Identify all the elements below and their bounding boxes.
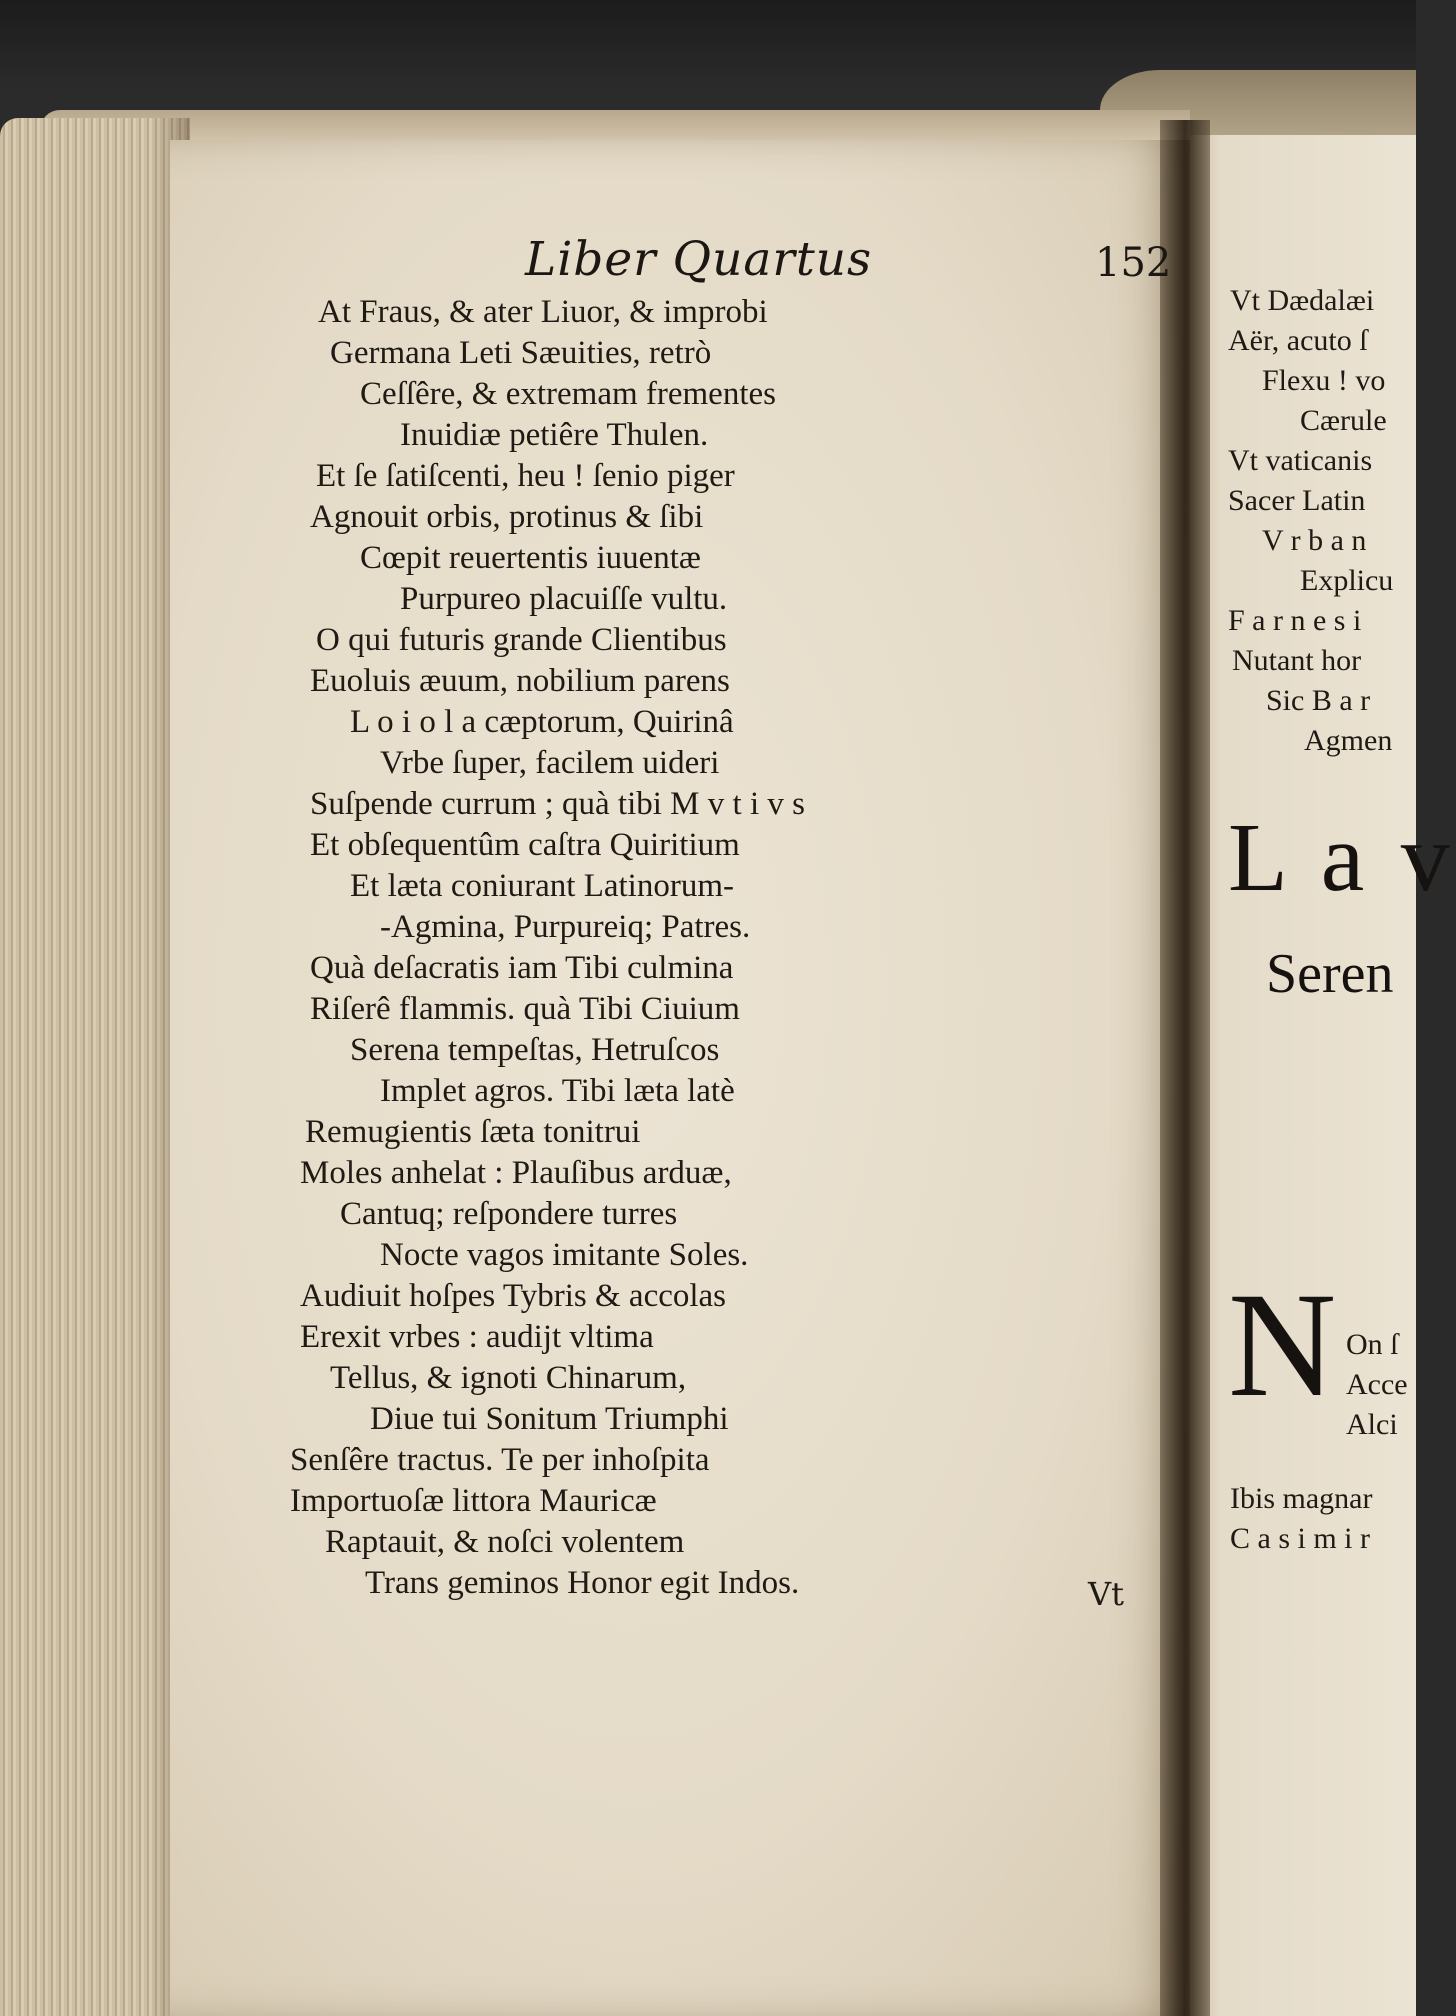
verse-line: Serena tempeſtas, Hetruſcos [350,1032,720,1068]
right-page-line: Sacer Latin [1228,484,1366,517]
book-gutter [1160,120,1210,2016]
right-page-line: On ſ [1346,1328,1399,1361]
verse-line: Audiuit hoſpes Tybris & accolas [300,1278,727,1314]
verse-line: Et læta coniurant Latinorum- [350,868,734,904]
verse-line: Raptauit, & noſci volentem [325,1524,685,1560]
verse-line: Tellus, & ignoti Chinarum, [330,1360,687,1396]
right-page-line: Explicu [1300,564,1394,597]
page-number: 152 [1095,240,1172,286]
right-page-line: Alci [1346,1408,1398,1441]
verse-line: At Fraus, & ater Liuor, & improbi [318,294,768,330]
verse-line: Erexit vrbes : audijt vltima [300,1319,654,1355]
drop-cap: N [1228,1262,1337,1428]
verse-line: Ceſſêre, & extremam frementes [360,376,776,412]
right-page-line: Aër, acuto ſ [1228,324,1368,357]
verse-line: Quà deſacratis iam Tibi culmina [310,950,734,986]
verse-line: Vrbe ſuper, facilem uideri [380,745,720,781]
verse-line: Suſpende currum ; quà tibi M v t i v s [310,786,805,822]
verse-line: Riſerê flammis. quà Tibi Ciuium [310,991,740,1027]
verse-line: Implet agros. Tibi læta latè [380,1073,735,1109]
right-page-line: Cærule [1300,404,1387,437]
verse-line: Et ſe ſatiſcenti, heu ! ſenio piger [316,458,735,494]
right-page-heading-sub: Seren [1266,943,1394,1005]
verse-line: Trans geminos Honor egit Indos. [365,1565,800,1601]
right-page-line: Sic B a r [1266,684,1371,717]
right-page-line: Vt Dædalæi [1230,284,1375,317]
verse-line: Agnouit orbis, protinus & ſibi [310,499,704,535]
verse-line: Cantuq; reſpondere turres [340,1196,678,1232]
verse-line: Senſêre tractus. Te per inhoſpita [290,1442,710,1478]
verse-line: Diue tui Sonitum Triumphi [370,1401,729,1437]
verse-line: Germana Leti Sæuities, retrò [330,335,712,371]
right-page-line: Flexu ! vo [1262,364,1386,397]
right-page-line: Nutant hor [1232,644,1362,677]
verse-line: Nocte vagos imitante Soles. [380,1237,749,1273]
verse-line: -Agmina, Purpureiq; Patres. [380,909,751,945]
right-page-heading-large: L a v [1228,804,1456,912]
verse-line: Inuidiæ petiêre Thulen. [400,417,709,453]
catchword: Vt [1088,1575,1124,1613]
verse-line: Purpureo placuiſſe vultu. [400,581,728,617]
page-block-side-edge [0,118,190,2016]
verse-line: Importuoſæ littora Mauricæ [290,1483,657,1519]
verse-line: Remugientis ſæta tonitrui [305,1114,641,1150]
verse-line: Cœpit reuertentis iuuentæ [360,540,701,576]
right-page-line: F a r n e s i [1228,604,1362,637]
verse-line: Moles anhelat : Plauſibus arduæ, [300,1155,732,1191]
running-head: Liber Quartus [525,232,873,287]
right-page-line: C a s i m i r [1230,1522,1370,1555]
verse-line: Et obſequentûm caſtra Quiritium [310,827,740,863]
verse-line: L o i o l a cæptorum, Quirinâ [350,704,734,740]
right-page-line: Ibis magnar [1230,1482,1373,1515]
right-page-line: Vt vaticanis [1228,444,1373,477]
right-page-line: Acce [1346,1368,1408,1401]
verse-line: Euoluis æuum, nobilium parens [310,663,730,699]
right-page-line: Agmen [1304,724,1393,757]
right-page-line: V r b a n [1262,524,1367,557]
verse-line: O qui futuris grande Clientibus [316,622,727,658]
